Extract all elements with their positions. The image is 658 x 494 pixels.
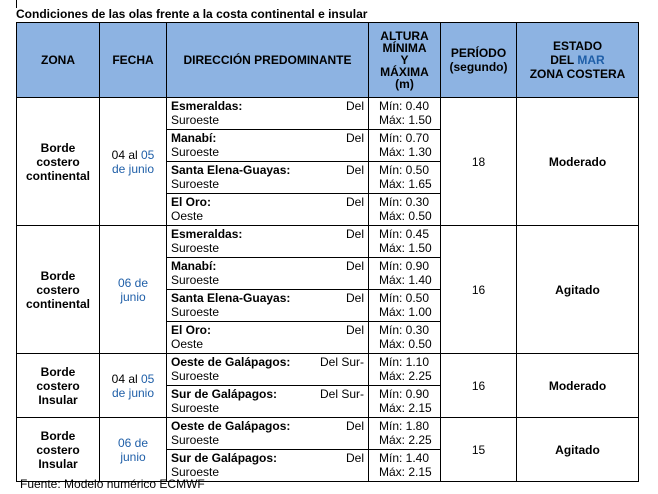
direccion-cell	[167, 130, 369, 162]
altura-cell	[369, 354, 441, 386]
zona-cell	[17, 354, 100, 418]
altura-max: Máx: 2.15	[379, 401, 432, 415]
direction-value: Suroeste	[171, 145, 220, 159]
location-label: Oeste de Galápagos:	[171, 419, 291, 433]
header-direccion: DIRECCIÓN PREDOMINANTE	[167, 23, 369, 98]
estado-cell: Moderado	[517, 98, 639, 226]
direction-prefix: Del	[345, 291, 364, 305]
direction-value: Oeste	[171, 209, 204, 223]
direccion-cell	[167, 194, 369, 226]
altura-cell	[369, 194, 441, 226]
zona-line: Insular	[38, 456, 78, 471]
table-row	[17, 354, 639, 386]
direction-prefix: Del	[345, 227, 364, 241]
direction-prefix: Del Sur-	[319, 355, 364, 369]
altura-max: Máx: 1.40	[379, 273, 432, 287]
header-estado-line: DEL	[550, 53, 578, 67]
zona-cell	[17, 98, 100, 226]
direccion-cell	[167, 226, 369, 258]
header-altura-line: ALTURA	[380, 29, 429, 43]
direction-value: Oeste	[171, 337, 204, 351]
direction-prefix: Del Sur-	[319, 387, 364, 401]
altura-min: Mín: 0.90	[379, 387, 430, 401]
fecha-cell	[100, 418, 167, 482]
header-zona: ZONA	[17, 23, 100, 98]
location-label: Sur de Galápagos:	[171, 387, 278, 401]
header-estado	[517, 23, 639, 98]
header-estado-line: ESTADO	[552, 39, 603, 53]
location-label: Manabí:	[171, 131, 217, 145]
altura-max: Máx: 1.50	[379, 113, 432, 127]
direction-prefix: Del	[345, 195, 364, 209]
altura-cell	[369, 322, 441, 354]
direction-value: Suroeste	[171, 465, 220, 479]
altura-cell	[369, 98, 441, 130]
estado-cell: Agitado	[517, 226, 639, 354]
direccion-cell	[167, 386, 369, 418]
altura-cell	[369, 290, 441, 322]
altura-min: Mín: 0.50	[379, 291, 430, 305]
altura-min: Mín: 0.30	[379, 195, 430, 209]
altura-max: Máx: 0.50	[379, 209, 432, 223]
altura-cell	[369, 226, 441, 258]
wave-conditions-table	[16, 22, 639, 482]
fecha-day: 06 de	[117, 275, 149, 290]
table-row	[17, 98, 639, 130]
direction-prefix: Del	[345, 419, 364, 433]
altura-cell	[369, 130, 441, 162]
altura-max: Máx: 2.15	[379, 465, 432, 479]
direction-prefix: Del	[345, 259, 364, 273]
fecha-month: de junio	[111, 161, 155, 176]
direccion-cell	[167, 290, 369, 322]
header-periodo-line: (segundo)	[449, 60, 508, 74]
altura-max: Máx: 1.30	[379, 145, 432, 159]
zona-line: costero	[36, 154, 80, 169]
direccion-cell	[167, 354, 369, 386]
fecha-day: 05	[141, 371, 155, 386]
fecha-day: 06 de	[117, 435, 149, 450]
direction-value: Suroeste	[171, 273, 220, 287]
header-estado-line: ZONA COSTERA	[529, 67, 626, 81]
direction-prefix: Del	[345, 451, 364, 465]
direction-value: Suroeste	[171, 305, 220, 319]
header-altura-line: Y	[400, 53, 409, 67]
source-note: Fuente: Modelo numérico ECMWF	[20, 477, 205, 491]
zona-line: continental	[25, 168, 90, 183]
direction-value: Suroeste	[171, 433, 220, 447]
location-label: Sur de Galápagos:	[171, 451, 278, 465]
fecha-month: junio	[120, 289, 146, 304]
altura-min: Mín: 1.40	[379, 451, 430, 465]
altura-min: Mín: 1.10	[379, 355, 430, 369]
altura-min: Mín: 0.40	[379, 99, 430, 113]
fecha-day: 05	[141, 147, 155, 162]
altura-max: Máx: 2.25	[379, 433, 432, 447]
periodo-cell: 16	[441, 354, 517, 418]
direction-prefix: Del	[345, 163, 364, 177]
direccion-cell	[167, 162, 369, 194]
fecha-cell	[100, 354, 167, 418]
direccion-cell	[167, 258, 369, 290]
location-label: Oeste de Galápagos:	[171, 355, 291, 369]
altura-cell	[369, 386, 441, 418]
zona-cell	[17, 418, 100, 482]
zona-line: costero	[36, 378, 80, 393]
location-label: Manabí:	[171, 259, 217, 273]
zona-cell	[17, 226, 100, 354]
periodo-cell: 16	[441, 226, 517, 354]
location-label: Esmeraldas:	[171, 227, 243, 241]
fecha-text: 04 al	[111, 371, 141, 386]
altura-max: Máx: 2.25	[379, 369, 432, 383]
zona-line: Borde	[40, 268, 76, 283]
altura-cell	[369, 418, 441, 450]
header-row	[17, 23, 639, 98]
altura-min: Mín: 0.70	[379, 131, 430, 145]
direction-prefix: Del	[345, 99, 364, 113]
zona-line: continental	[25, 296, 90, 311]
altura-cell	[369, 450, 441, 482]
direction-prefix: Del	[345, 131, 364, 145]
direccion-cell	[167, 98, 369, 130]
altura-min: Mín: 0.30	[379, 323, 430, 337]
periodo-cell: 18	[441, 98, 517, 226]
altura-min: Mín: 1.80	[379, 419, 430, 433]
location-label: Santa Elena-Guayas:	[171, 163, 291, 177]
zona-line: Borde	[40, 428, 76, 443]
table-row	[17, 226, 639, 258]
location-label: Esmeraldas:	[171, 99, 243, 113]
altura-cell	[369, 162, 441, 194]
header-estado-mar: MAR	[577, 53, 605, 67]
altura-min: Mín: 0.90	[379, 259, 430, 273]
direction-value: Suroeste	[171, 401, 220, 415]
altura-max: Máx: 1.50	[379, 241, 432, 255]
altura-max: Máx: 1.65	[379, 177, 432, 191]
direction-value: Suroeste	[171, 241, 220, 255]
fecha-month: junio	[120, 449, 146, 464]
header-periodo	[441, 23, 517, 98]
location-label: Santa Elena-Guayas:	[171, 291, 291, 305]
altura-max: Máx: 0.50	[379, 337, 432, 351]
direction-value: Suroeste	[171, 369, 220, 383]
direction-value: Suroeste	[171, 177, 220, 191]
direction-value: Suroeste	[171, 113, 220, 127]
header-fecha: FECHA	[100, 23, 167, 98]
fecha-cell	[100, 98, 167, 226]
location-label: El Oro:	[171, 195, 212, 209]
fecha-month: de junio	[111, 385, 155, 400]
table-row	[17, 418, 639, 450]
zona-line: Insular	[38, 392, 78, 407]
periodo-cell: 15	[441, 418, 517, 482]
header-altura	[369, 23, 441, 98]
estado-cell: Agitado	[517, 418, 639, 482]
location-label: El Oro:	[171, 323, 212, 337]
direccion-cell	[167, 418, 369, 450]
fecha-text: 04 al	[111, 147, 141, 162]
direction-prefix: Del	[345, 323, 364, 337]
altura-cell	[369, 258, 441, 290]
zona-line: costero	[36, 442, 80, 457]
altura-max: Máx: 1.00	[379, 305, 432, 319]
fecha-cell	[100, 226, 167, 354]
altura-min: Mín: 0.50	[379, 163, 430, 177]
altura-min: Mín: 0.45	[379, 227, 430, 241]
header-altura-line: MÍNIMA	[382, 41, 427, 55]
zona-line: Borde	[40, 140, 76, 155]
zona-line: costero	[36, 282, 80, 297]
estado-cell: Moderado	[517, 354, 639, 418]
header-altura-line: (m)	[395, 77, 414, 91]
direccion-cell	[167, 322, 369, 354]
header-periodo-line: PERÍODO	[450, 46, 507, 60]
header-altura-line: MÁXIMA	[380, 65, 429, 79]
zona-line: Borde	[40, 364, 76, 379]
table-title: Condiciones de las olas frente a la costa continental e insular	[16, 7, 368, 21]
